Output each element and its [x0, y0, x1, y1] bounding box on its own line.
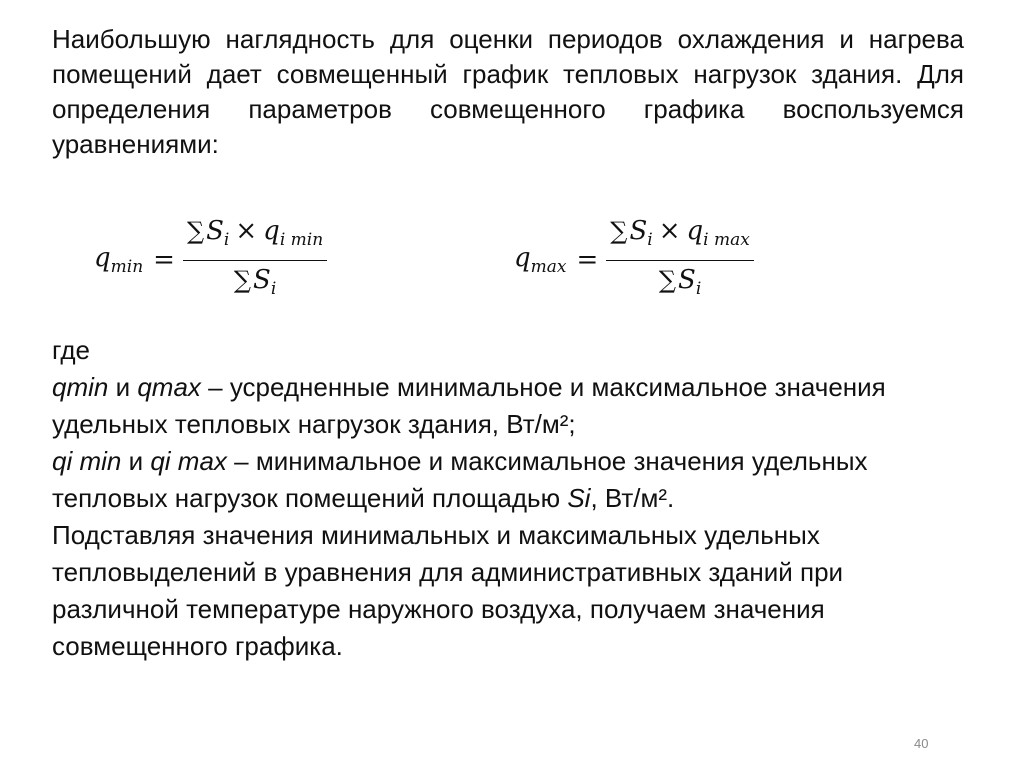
fraction-denominator: $\sum S_i$ [658, 265, 702, 299]
intro-paragraph: Наибольшую наглядность для оценки периодов охлаждения и нагрева помещений дает совмещенный график тепловых нагрузок здания. Для определения параметров совмещенного графика воспользуемся уравнениями: [52, 24, 964, 159]
fraction-denominator: $\sum S_i$ [233, 265, 277, 299]
formula-lhs: $q_{min}$ [94, 243, 144, 277]
conclusion-line: совмещенного графика. [52, 631, 343, 661]
definitions-block [52, 332, 972, 665]
term-qmin: qmin [52, 372, 109, 402]
fraction-numerator: $\sum S_i \times q_{i max}$ [610, 216, 750, 250]
multiply-symbol: × [658, 216, 681, 246]
sum-symbol: ∑ [233, 266, 252, 294]
where-label: где [52, 335, 90, 365]
fraction-bar [606, 260, 754, 261]
fraction-bar [183, 260, 327, 261]
sum-symbol: ∑ [610, 217, 628, 245]
page-number: 40 [914, 736, 929, 751]
equals-sign: = [153, 245, 175, 275]
conclusion-line: Подставляя значения минимальных и максимальных удельных [52, 520, 820, 550]
term-qi-min: qi min [52, 446, 122, 476]
fraction-numerator: $\sum S_i \times q_{i min}$ [186, 216, 324, 250]
conclusion-line: различной температуре наружного воздуха, получаем значения [52, 594, 825, 624]
definition-q-min-q-max: qmin и qmax – усредненные минимальное и максимальное значения [52, 372, 886, 402]
sum-symbol: ∑ [658, 266, 676, 294]
term-qmax: qmax [137, 372, 201, 402]
term-qi-max: qi max [150, 446, 227, 476]
definition-qi: qi min и qi max – минимальное и максимальное значения удельных [52, 446, 868, 476]
fraction [183, 214, 327, 306]
multiply-symbol: × [235, 216, 258, 246]
definition-qi-line2: тепловых нагрузок помещений площадью Si, Вт/м². [52, 483, 675, 513]
formula-q-max [514, 214, 754, 306]
sum-symbol: ∑ [186, 217, 205, 245]
equals-sign: = [576, 245, 599, 275]
conclusion-line: тепловыделений в уравнения для административных зданий при [52, 557, 844, 587]
formula-q-min [94, 214, 327, 306]
term-si: Si [567, 483, 591, 513]
definition-q-line2: удельных тепловых нагрузок здания, Вт/м²; [52, 409, 576, 439]
formula-lhs: $q_{max}$ [514, 243, 567, 277]
fraction [606, 214, 754, 306]
